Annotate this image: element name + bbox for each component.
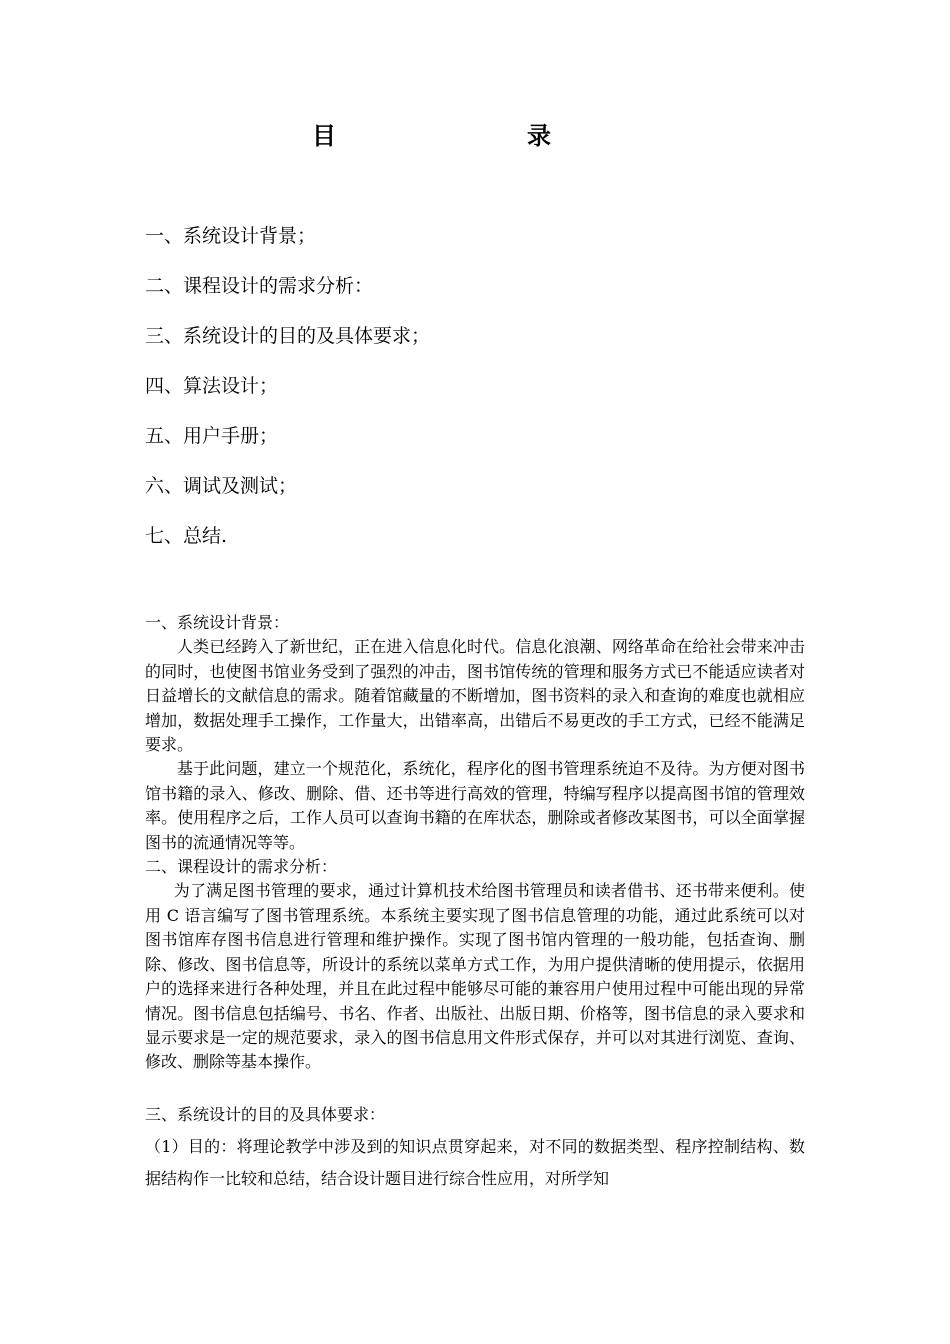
toc-item-6: 六、调试及测试； (145, 475, 298, 497)
toc-item-5: 五、用户手册； (145, 425, 279, 447)
section3-heading: 三、系统设计的目的及具体要求： (145, 1104, 386, 1124)
section-spacer (145, 1075, 805, 1099)
section3-paragraph-1: （1）目的：将理论教学中涉及到的知识点贯穿起来，对不同的数据类型、程序控制结构、数据结构作一比较和总结，结合设计题目进行综合性应用，对所学知 (145, 1136, 805, 1188)
toc-item-2: 二、课程设计的需求分析： (145, 275, 374, 297)
toc-item-3: 三、系统设计的目的及具体要求； (145, 325, 431, 347)
section2-heading: 二、课程设计的需求分析： (145, 857, 338, 877)
section1-paragraph-1: 人类已经跨入了新世纪，正在进入信息化时代。信息化浪潮、网络革命在给社会带来冲击的同时，也使图书馆业务受到了强烈的冲击，图书馆传统的管理和服务方式已不能适应读者对日益增长的文献信息的需求。随着馆藏量的不断增加，图书资料的录入和查询的难度也就相应增加，数据处理手工操作，工作量大，出错率高，出错后不易更改的手工方式，已经不能满足要求。 (145, 637, 805, 755)
toc-item-4: 四、算法设计； (145, 375, 279, 397)
toc-title-char-2: 录 (527, 121, 551, 150)
toc-item-1: 一、系统设计背景； (145, 225, 317, 247)
section1-paragraph-2: 基于此问题，建立一个规范化，系统化，程序化的图书管理系统迫不及待。为方便对图书馆书籍的录入、修改、删除、借、还书等进行高效的管理，特编写程序以提高图书馆的管理效率。使用程序之后，工作人员可以查询书籍的在库状态，删除或者修改某图书，可以全面掌握图书的流通情况等等。 (145, 759, 805, 852)
section1-heading: 一、系统设计背景： (145, 613, 290, 632)
toc-title (0, 118, 950, 158)
toc-item-7: 七、总结. (145, 525, 228, 547)
toc-title-char-1: 目 (312, 121, 336, 150)
section2-paragraph-1: 为了满足图书管理的要求，通过计算机技术给图书管理员和读者借书、还书带来便利。使用 C 语言编写了图书管理系统。本系统主要实现了图书信息管理的功能，通过此系统可以对图书馆库存图书信息进行管理和维护操作。实现了图书馆内管理的一般功能，包括查询、删除、修改、图书信息等，所设计的系统以菜单方式工作，为用户提供清晰的使用提示，依据用户的选择来进行各种处理，并且在此过程中能够尽可能的兼容用户使用过程中可能出现的异常情况。图书信息包括编号、书名、作者、出版社、出版日期、价格等，图书信息的录入要求和显示要求是一定的规范要求，录入的图书信息用文件形式保存，并可以对其进行浏览、查询、修改、删除等基本操作。 (145, 881, 805, 1072)
document-body (145, 611, 805, 1195)
toc-list (145, 220, 845, 570)
